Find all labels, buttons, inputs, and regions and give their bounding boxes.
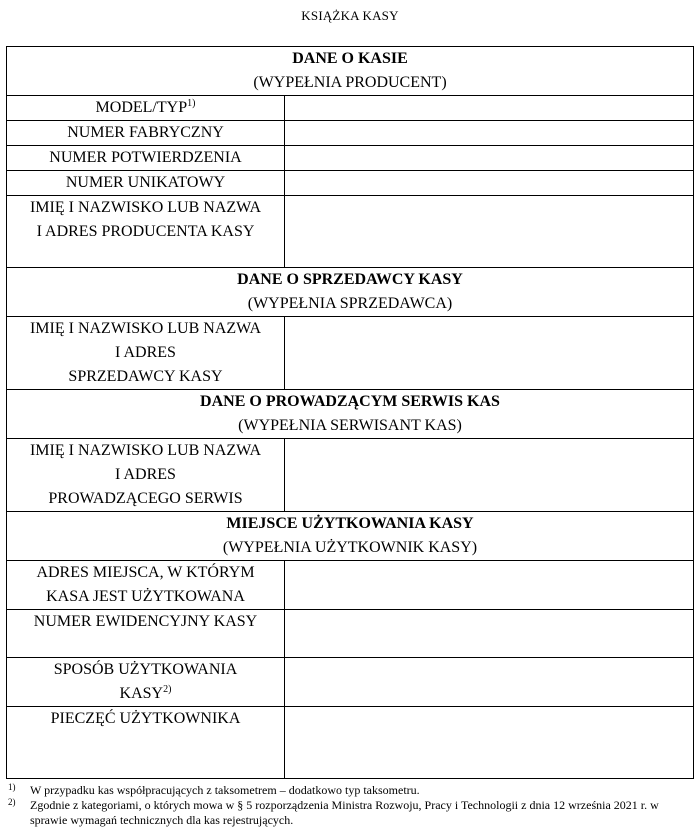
- footnote-ref: 1): [187, 98, 196, 109]
- sprzedawca-field[interactable]: [285, 317, 694, 390]
- section-subtitle: (WYPEŁNIA SPRZEDAWCA): [247, 295, 453, 312]
- form-row-sposob: [7, 658, 694, 707]
- footnote: [6, 798, 694, 828]
- footnote: [6, 783, 694, 798]
- pieczec-field[interactable]: [285, 707, 694, 779]
- section-header-sprzedawca: [7, 268, 694, 317]
- footnote-ref: 2): [163, 684, 172, 695]
- form-row-pieczec: [7, 707, 694, 779]
- cash-register-book-form: [6, 46, 694, 779]
- field-label-line: ADRES MIEJSCA, W KTÓRYM: [36, 564, 255, 581]
- form-row-adres-miejsca: [7, 561, 694, 610]
- serwis-field[interactable]: [285, 439, 694, 512]
- field-label: NUMER EWIDENCYJNY KASY: [7, 610, 285, 658]
- field-label-line: IMIĘ I NAZWISKO LUB NAZWA: [29, 442, 262, 459]
- section-header-kasa: [7, 47, 694, 96]
- model-field[interactable]: [285, 96, 694, 121]
- field-label: NUMER POTWIERDZENIA: [7, 146, 285, 171]
- document-title: KSIĄŻKA KASY: [301, 8, 399, 23]
- field-label: NUMER FABRYCZNY: [7, 121, 285, 146]
- field-label-line: SPOSÓB UŻYTKOWANIA: [53, 661, 238, 678]
- field-label-line: KASA JEST UŻYTKOWANA: [46, 588, 245, 605]
- footnote-marker: 1): [8, 782, 16, 792]
- field-label-line: I ADRES PRODUCENTA KASY: [36, 223, 255, 240]
- field-label: MODEL/TYP: [95, 99, 188, 116]
- section-title: DANE O SPRZEDAWCY KASY: [237, 271, 463, 288]
- numer-unikatowy-field[interactable]: [285, 171, 694, 196]
- form-row-numer-fabryczny: [7, 121, 694, 146]
- section-subtitle: (WYPEŁNIA SERWISANT KAS): [238, 417, 462, 434]
- section-title: DANE O KASIE: [292, 50, 408, 67]
- numer-potwierdzenia-field[interactable]: [285, 146, 694, 171]
- form-row-model: [7, 96, 694, 121]
- footnotes: [6, 783, 694, 828]
- field-label-line: SPRZEDAWCY KASY: [68, 368, 223, 385]
- numer-fabryczny-field[interactable]: [285, 121, 694, 146]
- footnote-marker: 2): [8, 797, 16, 807]
- section-subtitle: (WYPEŁNIA PRODUCENT): [253, 74, 447, 91]
- field-label-line: I ADRES: [115, 344, 176, 361]
- section-subtitle: (WYPEŁNIA UŻYTKOWNIK KASY): [222, 539, 478, 556]
- field-label-line: IMIĘ I NAZWISKO LUB NAZWA: [29, 320, 262, 337]
- field-label-line: IMIĘ I NAZWISKO LUB NAZWA: [29, 199, 262, 216]
- section-header-miejsce: [7, 512, 694, 561]
- form-row-sprzedawca: [7, 317, 694, 390]
- footnote-text: W przypadku kas współpracujących z taksometrem – dodatkowo typ taksometru.: [30, 783, 420, 797]
- field-label-line: PROWADZĄCEGO SERWIS: [48, 490, 243, 507]
- form-row-producent: [7, 196, 694, 268]
- sposob-field[interactable]: [285, 658, 694, 707]
- section-title: DANE O PROWADZĄCYM SERWIS KAS: [200, 393, 500, 410]
- form-row-serwis: [7, 439, 694, 512]
- numer-ewidencyjny-field[interactable]: [285, 610, 694, 658]
- adres-miejsca-field[interactable]: [285, 561, 694, 610]
- footnote-text: Zgodnie z kategoriami, o których mowa w § 5 rozporządzenia Ministra Rozwoju, Pracy i Technologii z dnia 12 września 2021 r. w sprawie wymagań technicznych dla kas rejestrujących.: [30, 798, 659, 827]
- field-label-line: I ADRES: [115, 466, 176, 483]
- section-header-serwis: [7, 390, 694, 439]
- field-label: NUMER UNIKATOWY: [7, 171, 285, 196]
- field-label: PIECZĘĆ UŻYTKOWNIKA: [7, 707, 285, 779]
- form-row-numer-potwierdzenia: [7, 146, 694, 171]
- field-label-line: KASY: [119, 685, 164, 702]
- producent-field[interactable]: [285, 196, 694, 268]
- form-row-numer-unikatowy: [7, 171, 694, 196]
- form-row-numer-ewidencyjny: [7, 610, 694, 658]
- section-title: MIEJSCE UŻYTKOWANIA KASY: [226, 515, 474, 532]
